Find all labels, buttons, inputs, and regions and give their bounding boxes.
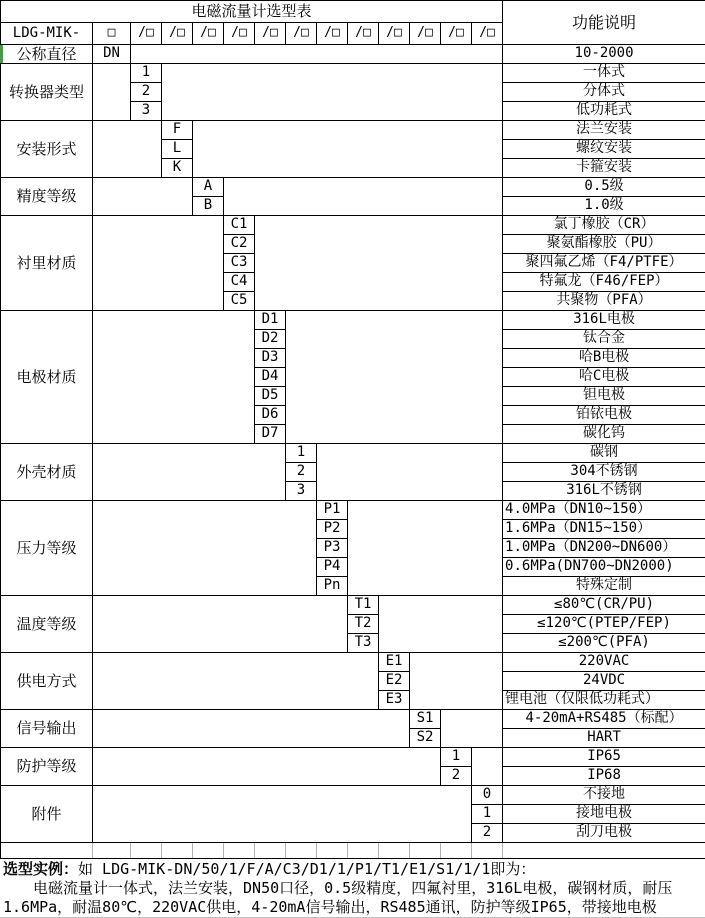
spacer-cell <box>93 710 410 748</box>
code-cell: C5 <box>224 292 255 311</box>
model-box: □ <box>93 23 131 45</box>
section-label: 公称直径 <box>1 45 93 64</box>
empty-cell <box>379 843 410 859</box>
model-box: /□ <box>131 23 162 45</box>
code-cell: C4 <box>224 273 255 292</box>
code-cell: P3 <box>317 539 348 558</box>
example-label: 选型实例： <box>3 860 79 878</box>
desc-cell: 220VAC <box>503 653 705 672</box>
spacer-cell <box>93 786 472 843</box>
desc-cell: 316L不锈钢 <box>503 482 705 501</box>
section-label: 衬里材质 <box>1 216 93 311</box>
code-cell: 1 <box>441 748 472 767</box>
desc-cell: 法兰安装 <box>503 121 705 140</box>
code-cell: D6 <box>255 406 286 425</box>
code-cell: P2 <box>317 520 348 539</box>
code-cell: S1 <box>410 710 441 729</box>
code-cell: D7 <box>255 425 286 444</box>
code-cell: 1 <box>131 64 162 83</box>
empty-cell <box>410 843 441 859</box>
empty-cell <box>255 843 286 859</box>
code-cell: D2 <box>255 330 286 349</box>
spacer-cell <box>131 45 503 64</box>
code-cell: B <box>193 197 224 216</box>
empty-cell <box>317 843 348 859</box>
spacer-cell <box>472 748 503 786</box>
code-cell: K <box>162 159 193 178</box>
desc-cell: 接地电极 <box>503 805 705 824</box>
desc-cell: ≤200℃(PFA) <box>503 634 705 653</box>
code-cell: T3 <box>348 634 379 653</box>
empty-cell <box>503 843 705 859</box>
spacer-cell <box>93 311 255 444</box>
code-cell: L <box>162 140 193 159</box>
section-label: 安装形式 <box>1 121 93 178</box>
spacer-cell <box>379 596 503 653</box>
green-marker <box>0 45 3 63</box>
table-title: 电磁流量计选型表 <box>1 1 503 23</box>
selection-example <box>0 859 705 918</box>
spacer-cell <box>193 121 503 178</box>
model-box: /□ <box>379 23 410 45</box>
desc-cell: 碳钢 <box>503 444 705 463</box>
spacer-cell <box>93 653 379 710</box>
example-line-1 <box>3 860 702 879</box>
code-cell: 2 <box>286 463 317 482</box>
empty-cell <box>93 843 131 859</box>
desc-cell: 低功耗式 <box>503 102 705 121</box>
model-box: /□ <box>348 23 379 45</box>
section-label: 外壳材质 <box>1 444 93 501</box>
model-box: /□ <box>162 23 193 45</box>
code-cell: D1 <box>255 311 286 330</box>
spacer-cell <box>93 596 348 653</box>
code-cell: T1 <box>348 596 379 615</box>
desc-cell: 10-2000 <box>503 45 705 64</box>
empty-cell <box>348 843 379 859</box>
code-cell: E3 <box>379 691 410 710</box>
example-line-3: 1.6MPa，耐温80℃，220VAC供电，4-20mA信号输出，RS485通讯，防护等级IP65，带接地电极 <box>3 898 657 916</box>
model-box: /□ <box>472 23 503 45</box>
code-cell: 0 <box>472 786 503 805</box>
code-cell: P4 <box>317 558 348 577</box>
code-cell: P1 <box>317 501 348 520</box>
example-model-string: 如 LDG-MIK-DN/50/1/F/A/C3/D1/1/P1/T1/E1/S1/1/1即为： <box>78 860 536 878</box>
section-label: 电极材质 <box>1 311 93 444</box>
desc-cell: 特殊定制 <box>503 577 705 596</box>
desc-cell: 4-20mA+RS485（标配） <box>503 710 705 729</box>
code-cell: C2 <box>224 235 255 254</box>
code-cell: 3 <box>286 482 317 501</box>
code-cell: DN <box>93 45 131 64</box>
code-cell: D3 <box>255 349 286 368</box>
desc-cell: 钽电极 <box>503 387 705 406</box>
code-cell: F <box>162 121 193 140</box>
code-cell: 1 <box>472 805 503 824</box>
model-box: /□ <box>317 23 348 45</box>
code-cell: 1 <box>286 444 317 463</box>
code-cell: E1 <box>379 653 410 672</box>
code-cell: Pn <box>317 577 348 596</box>
desc-cell: 316L电极 <box>503 311 705 330</box>
desc-cell: 1.6MPa（DN15~150） <box>503 520 705 539</box>
desc-cell: 1.0MPa（DN200~DN600） <box>503 539 705 558</box>
desc-cell: 螺纹安装 <box>503 140 705 159</box>
desc-cell: 哈C电极 <box>503 368 705 387</box>
example-line-2: 电磁流量计一体式，法兰安装，DN50口径，0.5级精度，四氟衬里，316L电极，碳钢材质，耐压 <box>33 879 673 897</box>
code-cell: 2 <box>472 824 503 843</box>
desc-cell: 不接地 <box>503 786 705 805</box>
desc-cell: 1.0级 <box>503 197 705 216</box>
code-cell: C1 <box>224 216 255 235</box>
code-cell: D4 <box>255 368 286 387</box>
empty-cell <box>286 843 317 859</box>
desc-cell: 分体式 <box>503 83 705 102</box>
code-cell: C3 <box>224 254 255 273</box>
desc-cell: 共聚物（PFA） <box>503 292 705 311</box>
model-box: /□ <box>441 23 472 45</box>
code-cell: T2 <box>348 615 379 634</box>
desc-cell: IP65 <box>503 748 705 767</box>
desc-cell: 一体式 <box>503 64 705 83</box>
empty-cell <box>193 843 224 859</box>
code-cell: 3 <box>131 102 162 121</box>
spacer-cell <box>255 216 503 311</box>
section-label: 转换器类型 <box>1 64 93 121</box>
spacer-cell <box>348 501 503 596</box>
model-box: /□ <box>255 23 286 45</box>
spacer-cell <box>317 444 503 501</box>
desc-cell: 特氟龙（F46/FEP） <box>503 273 705 292</box>
desc-cell: 刮刀电极 <box>503 824 705 843</box>
section-label: 信号输出 <box>1 710 93 748</box>
spacer-cell <box>286 311 503 444</box>
empty-cell <box>224 843 255 859</box>
section-label: 附件 <box>1 786 93 843</box>
empty-cell <box>472 843 503 859</box>
section-label: 压力等级 <box>1 501 93 596</box>
desc-cell: 卡箍安装 <box>503 159 705 178</box>
desc-cell: 24VDC <box>503 672 705 691</box>
empty-cell <box>162 843 193 859</box>
section-label: 供电方式 <box>1 653 93 710</box>
desc-cell: 碳化钨 <box>503 425 705 444</box>
spacer-cell <box>410 653 503 710</box>
desc-cell: IP68 <box>503 767 705 786</box>
spacer-cell <box>93 748 441 786</box>
model-box: /□ <box>224 23 255 45</box>
empty-cell <box>441 843 472 859</box>
desc-cell: ≤120℃(PTEP/FEP) <box>503 615 705 634</box>
spacer-cell <box>93 64 131 121</box>
model-box: /□ <box>410 23 441 45</box>
desc-cell: 铂铱电极 <box>503 406 705 425</box>
desc-cell: 聚氨酯橡胶（PU） <box>503 235 705 254</box>
spacer-cell <box>93 216 224 311</box>
model-box: /□ <box>193 23 224 45</box>
section-label: 精度等级 <box>1 178 93 216</box>
desc-cell: 4.0MPa（DN10~150） <box>503 501 705 520</box>
spacer-cell <box>93 178 193 216</box>
empty-cell <box>1 843 93 859</box>
code-cell: 2 <box>441 767 472 786</box>
spacer-cell <box>441 710 503 748</box>
desc-cell: 钛合金 <box>503 330 705 349</box>
function-column-header: 功能说明 <box>503 1 705 45</box>
model-prefix: LDG-MIK- <box>1 23 93 45</box>
section-label: 防护等级 <box>1 748 93 786</box>
desc-cell: 0.5级 <box>503 178 705 197</box>
code-cell: 2 <box>131 83 162 102</box>
desc-cell: ≤80℃(CR/PU) <box>503 596 705 615</box>
desc-cell: HART <box>503 729 705 748</box>
spacer-cell <box>93 121 162 178</box>
spacer-cell <box>162 64 503 121</box>
desc-cell: 0.6MPa(DN700~DN2000) <box>503 558 705 577</box>
desc-cell: 哈B电极 <box>503 349 705 368</box>
section-label: 温度等级 <box>1 596 93 653</box>
model-box: /□ <box>286 23 317 45</box>
code-cell: E2 <box>379 672 410 691</box>
code-cell: S2 <box>410 729 441 748</box>
spacer-cell <box>93 444 286 501</box>
desc-cell: 锂电池（仅限低功耗式） <box>503 691 705 710</box>
code-cell: A <box>193 178 224 197</box>
desc-cell: 聚四氟乙烯（F4/PTFE） <box>503 254 705 273</box>
spacer-cell <box>224 178 503 216</box>
spacer-cell <box>93 501 317 596</box>
desc-cell: 304不锈钢 <box>503 463 705 482</box>
empty-cell <box>131 843 162 859</box>
code-cell: D5 <box>255 387 286 406</box>
desc-cell: 氯丁橡胶（CR） <box>503 216 705 235</box>
